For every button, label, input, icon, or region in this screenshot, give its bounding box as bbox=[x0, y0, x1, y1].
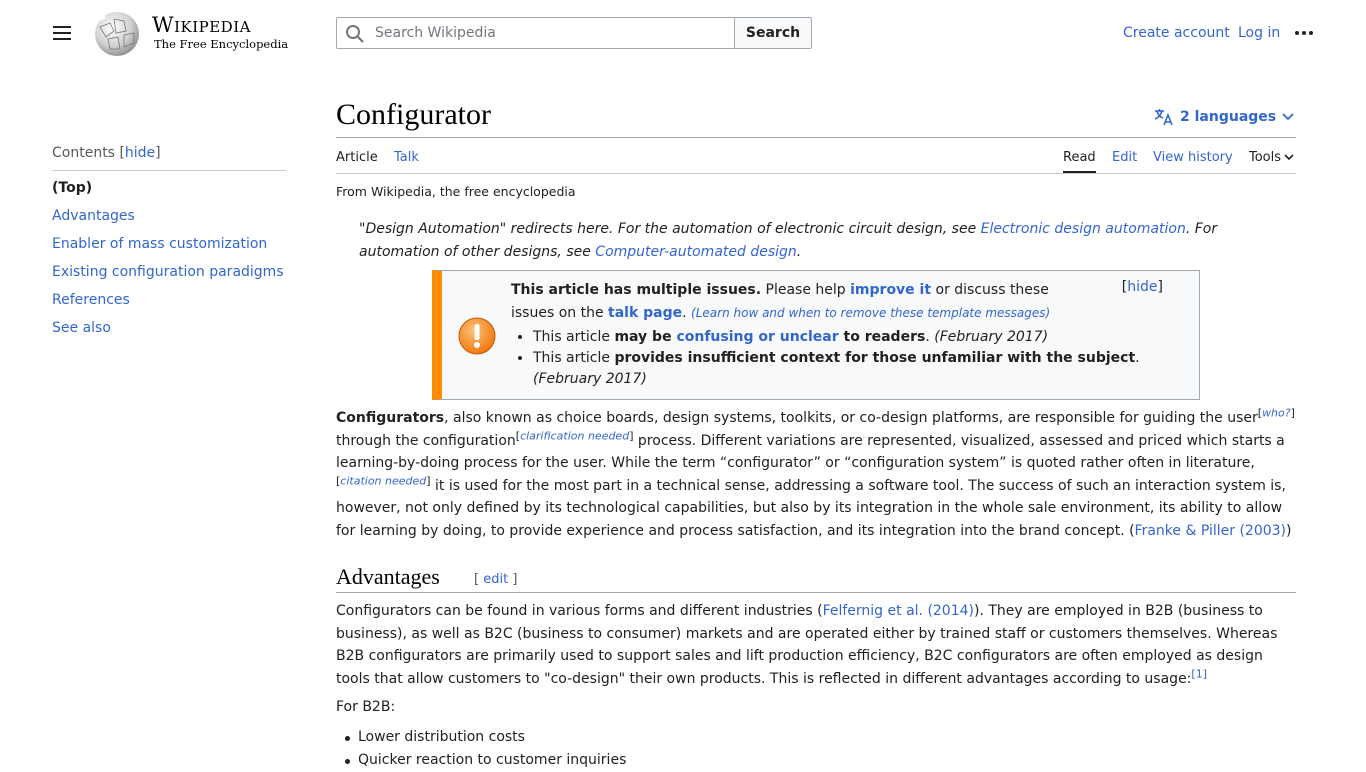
toc-item-advantages[interactable]: Advantages bbox=[52, 208, 135, 224]
language-count: 2 languages bbox=[1180, 109, 1277, 125]
site-sub: From Wikipedia, the free encyclopedia bbox=[336, 184, 576, 199]
table-of-contents bbox=[52, 145, 286, 342]
felfernig-ref-link[interactable]: Felfernig et al. (2014) bbox=[822, 603, 974, 619]
issue-item: • This article may be confusing or unclear to readers. (February 2017) bbox=[533, 327, 1191, 348]
search-button[interactable]: Search bbox=[734, 17, 812, 49]
learn-remove-templates-link[interactable]: (Learn how and when to remove these template messages) bbox=[691, 306, 1051, 320]
talk-page-link[interactable]: talk page bbox=[608, 305, 683, 321]
advantages-heading: Advantages bbox=[336, 564, 440, 589]
language-button[interactable] bbox=[1154, 108, 1294, 126]
tab-article[interactable]: Article bbox=[336, 150, 378, 165]
search-input[interactable] bbox=[373, 18, 728, 48]
issues-hide-link[interactable]: hide bbox=[1127, 279, 1158, 295]
wikipedia-globe-logo[interactable] bbox=[92, 9, 142, 57]
improve-it-link[interactable]: improve it bbox=[850, 282, 932, 298]
citation-needed-tag: [citation needed] bbox=[336, 473, 431, 487]
tab-edit[interactable]: Edit bbox=[1112, 150, 1138, 165]
franke-piller-ref-link[interactable]: Franke & Piller (2003) bbox=[1134, 522, 1287, 539]
wikipedia-tagline: The Free Encyclopedia bbox=[154, 37, 289, 51]
confusing-or-unclear-link[interactable]: confusing or unclear bbox=[676, 329, 839, 345]
tab-view-history[interactable]: View history bbox=[1153, 150, 1233, 165]
main-menu-button[interactable] bbox=[48, 19, 76, 47]
more-options-icon[interactable] bbox=[1291, 24, 1317, 42]
create-account-link[interactable]: Create account bbox=[1123, 25, 1230, 41]
section-edit: [ edit ] bbox=[474, 572, 518, 587]
section-divider bbox=[336, 592, 1296, 593]
tabs-divider bbox=[336, 173, 1296, 174]
log-in-link[interactable]: Log in bbox=[1238, 25, 1281, 41]
issues-title: This article has multiple issues. bbox=[511, 282, 762, 298]
tab-read[interactable]: Read bbox=[1063, 150, 1096, 165]
chevron-down-icon bbox=[1282, 113, 1294, 121]
multiple-issues-box bbox=[432, 270, 1200, 400]
electronic-design-automation-link[interactable]: Electronic design automation bbox=[980, 221, 1186, 237]
hatnote: "Design Automation" redirects here. For the automation of electronic circuit design, see Electronic design automation. For automation of other designs, see Computer-automated design. bbox=[359, 221, 1218, 260]
tools-label: Tools bbox=[1249, 150, 1282, 165]
toc-item-top[interactable]: (Top) bbox=[52, 180, 93, 196]
wikipedia-wordmark[interactable]: Wikipedia bbox=[152, 13, 251, 37]
list-item: Lower distribution costs bbox=[358, 726, 1296, 749]
footnote-1-link[interactable]: [1] bbox=[1191, 666, 1207, 680]
advantages-paragraph: Configurators can be found in various forms and different industries (Felfernig et al. (2014)). They are employed in B2B (business to business), as well as B2C (business to consumer) markets and are operated either by trained staff or customers themselves. Whereas B2B configurators are primarily used to support sales and lift production efficiency, B2C configurators are often employed as design tools that allow customers to "co-design" their own products. This is reflected in different advantages according to usage:[1] bbox=[336, 603, 1278, 687]
intro-paragraph: Configurators, also known as choice boards, design systems, toolkits, or co-design platforms, are responsible for guiding the user[who?] through the configuration[clarification needed] process. Different variations are represented, visualized, assessed and priced which starts a learning-by-doing process for the user. While the term “configurator” or “configuration system” is quoted rather often in literature, [citation needed] it is used for the most part in a technical sense, addressing a software tool. The success of such an interaction system is, however, not only defined by its technological capabilities, but also by its integration in the whole sale environment, its ability to allow for learning by doing, to provide experience and process satisfaction, and its integration into the brand concept. (Franke & Piller (2003)) bbox=[336, 406, 1295, 539]
computer-automated-design-link[interactable]: Computer-automated design bbox=[595, 244, 797, 260]
toc-item-existing-configuration-paradigms[interactable]: Existing configuration paradigms bbox=[52, 264, 284, 280]
title-divider bbox=[336, 137, 1296, 138]
search-icon bbox=[345, 24, 365, 44]
chevron-down-icon bbox=[1284, 154, 1294, 161]
issues-hide-toggle: [hide] bbox=[1121, 279, 1163, 295]
toc-item-enabler-of-mass-customization[interactable]: Enabler of mass customization bbox=[52, 236, 268, 252]
translate-icon bbox=[1154, 108, 1174, 126]
toc-title: Contents bbox=[52, 145, 115, 161]
toc-item-references[interactable]: References bbox=[52, 292, 130, 308]
who-tag: [who?] bbox=[1257, 406, 1295, 420]
for-b2b-label: For B2B: bbox=[336, 699, 396, 715]
search-box[interactable] bbox=[336, 17, 735, 49]
issues-body: This article has multiple issues. Please help improve it or discuss these issues on the talk page. (Learn how and when to remove these template messages) • This article may be confusing or unclear to readers. (February 2017) • This article provides insufficient context for those unfamiliar with the subject. (February 2017) bbox=[511, 279, 1191, 390]
toc-hide-link[interactable]: hide bbox=[124, 145, 156, 161]
clarification-needed-tag: [clarification needed] bbox=[515, 428, 634, 442]
b2b-list bbox=[336, 726, 1296, 772]
page-title: Configurator bbox=[336, 98, 491, 131]
tab-talk[interactable]: Talk bbox=[394, 150, 419, 165]
toc-header: Contents [hide] bbox=[52, 145, 286, 171]
toc-item-see-also[interactable]: See also bbox=[52, 320, 111, 336]
list-item: Quicker reaction to customer inquiries bbox=[358, 749, 1296, 772]
warning-icon bbox=[458, 317, 496, 355]
issue-item: • This article provides insufficient context for those unfamiliar with the subject. (February 2017) bbox=[533, 348, 1191, 390]
edit-section-link[interactable]: edit bbox=[483, 572, 509, 587]
tools-dropdown[interactable] bbox=[1249, 150, 1294, 165]
